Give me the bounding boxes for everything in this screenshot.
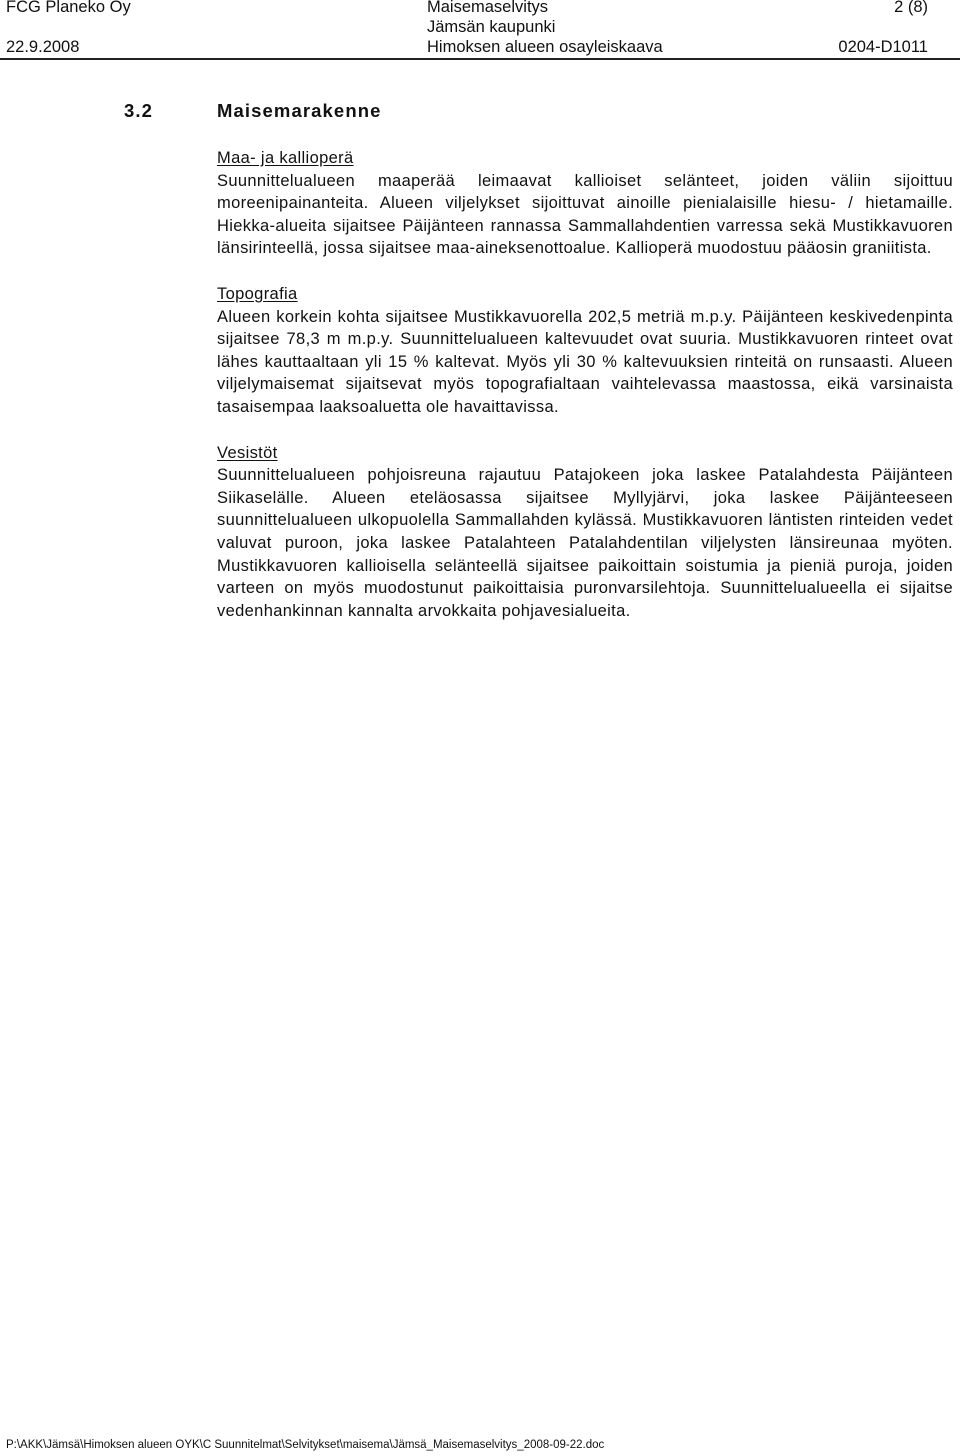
document-title: Maisemaselvitys <box>427 0 549 16</box>
page-header <box>0 0 960 60</box>
section-title: Maisemarakenne <box>217 100 382 121</box>
header-divider <box>0 58 960 60</box>
company-name: FCG Planeko Oy <box>6 0 131 16</box>
subsection-text-waters: Suunnittelualueen pohjoisreuna rajautuu Patajokeen joka laskee Patalahdesta Päijänteen Siikaselälle. Alueen eteläosassa sijaitsee Myllyjärvi, joka laskee Päijänteeseen suunnittelualueen ulkopuolella Sammallahden kylässä. Mustikkavuoren läntisten rinteiden vedet valuvat puroon, joka laskee Patalahteen Patalahdentilan viljelysten länsireunaa myöten. Mustikkavuoren kallioisella selänteellä sijaitsee paikoittain soistumia ja pieniä puroja, joiden varteen on myös muodostunut paikoittaisia puronvarsilehtoja. Suunnittelualueella ei sijaitse vedenhankinnan kannalta arvokkaita pohjavesialueita. <box>217 466 953 620</box>
document-code: 0204-D1011 <box>838 38 928 56</box>
section-number: 3.2 <box>124 100 154 121</box>
subsection-text-topography: Alueen korkein kohta sijaitsee Mustikkavuorella 202,5 metriä m.p.y. Päijänteen keskivedenpinta sijaitsee 78,3 m m.p.y. Suunnittelualueen kaltevuudet ovat suuria. Mustikkavuoren rinteet ovat lähes kauttaaltaan yli 15 % kaltevat. Myös yli 30 % kaltevuuksien rinteitä on runsaasti. Alueen viljelymaisemat sijaitsevat myös topografialtaan vaihtelevassa maastossa, eikä varsinaista tasaisempaa laaksoaluetta ole havaittavissa. <box>217 307 953 416</box>
subsection-text-soil: Suunnittelualueen maaperää leimaavat kallioiset selänteet, joiden väliin sijoittuu moreenipainanteita. Alueen viljelykset sijoittuvat ainoille pienialaisille hiesu- / hietamaille. Hiekka-alueita sijaitsee Päijänteen rannassa Sammallahdentien varressa sekä Mustikkavuoren länsirinteellä, jossa sijaitsee maa-aineksenottoalue. Kallioperä muodostuu pääosin graniitista. <box>217 171 953 258</box>
subsection-heading-soil: Maa- ja kallioperä <box>217 149 354 167</box>
document-date: 22.9.2008 <box>6 38 80 56</box>
page-number: 2 (8) <box>894 0 928 16</box>
project-name: Himoksen alueen osayleiskaava <box>427 38 663 56</box>
subsection-heading-topography: Topografia <box>217 284 298 303</box>
section-heading <box>124 100 382 122</box>
file-path-footer: P:\AKK\Jämsä\Himoksen alueen OYK\C Suunnitelmat\Selvitykset\maisema\Jämsä_Maisemaselvitys_2008-09-22.doc <box>6 1439 605 1451</box>
client-name: Jämsän kaupunki <box>427 18 556 36</box>
document-body <box>217 147 953 645</box>
subsection-heading-waters: Vesistöt <box>217 443 278 462</box>
